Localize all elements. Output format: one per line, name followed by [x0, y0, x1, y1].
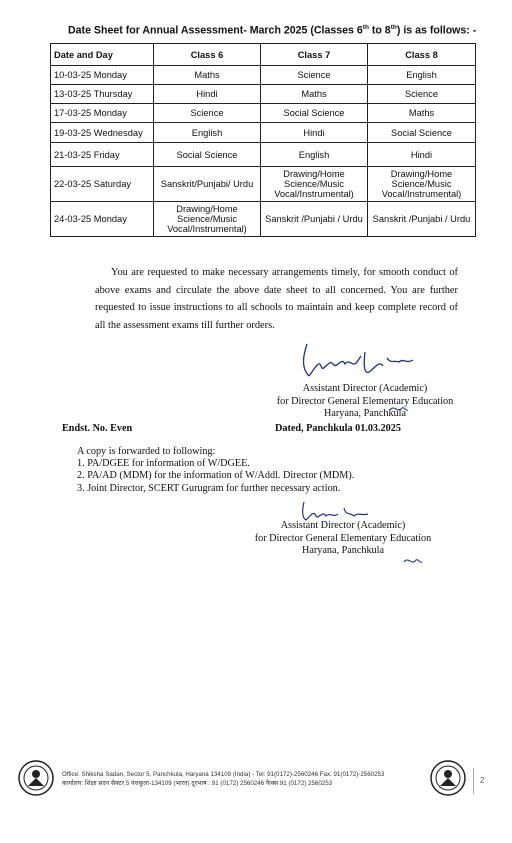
table-cell: 24-03-25 Monday — [51, 202, 154, 237]
instruction-paragraph: You are requested to make necessary arrangements timely, for smooth conduct of above exams and circulate the above date sheet to all concerned. You are further requested to issue instructions to all schools to maintain and keep complete record of all the assessment exams till further orders. — [95, 267, 458, 331]
table-cell: English — [368, 66, 476, 85]
signature-1-image — [295, 338, 425, 386]
table-cell: 19-03-25 Wednesday — [51, 123, 154, 143]
table-row — [51, 66, 476, 85]
column-header: Class 7 — [261, 44, 368, 66]
table-cell: Drawing/Home Science/Music Vocal/Instrumental) — [261, 167, 368, 202]
signatory-place: Haryana, Panchkula — [301, 545, 385, 557]
table-cell: Drawing/Home Science/Music Vocal/Instrumental) — [368, 167, 476, 202]
table-cell: 21-03-25 Friday — [51, 143, 154, 167]
table-cell: Social Science — [368, 123, 476, 143]
column-header: Class 6 — [154, 44, 261, 66]
list-item: 1. PA/DGEE for information of W/DGEE. — [77, 458, 250, 470]
column-header: Date and Day — [51, 44, 154, 66]
copy-intro: A copy is forwarded to following: — [77, 446, 216, 457]
endorsement-number: Endst. No. Even — [62, 423, 133, 434]
department-logo-left — [18, 760, 54, 796]
table-row — [51, 123, 476, 143]
table-cell: Science — [154, 104, 261, 123]
table-cell: Sanskrit /Punjabi / Urdu — [261, 202, 368, 237]
copy-forward-list — [77, 446, 354, 495]
date-sheet-table — [50, 43, 476, 237]
signature-block-1 — [237, 383, 493, 421]
department-logo-right — [430, 760, 466, 796]
table-cell: Maths — [154, 66, 261, 85]
list-item: 2. PA/AD (MDM) for the information of W/Addl. Director (MDM). — [77, 470, 355, 482]
date-sheet-title: Date Sheet for Annual Assessment- March 2025 (Classes 6th to 8th) is as follows: - — [68, 24, 477, 37]
column-header: Class 8 — [368, 44, 476, 66]
table-cell: Drawing/Home Science/Music Vocal/Instrumental) — [154, 202, 261, 237]
table-cell: 22-03-25 Saturday — [51, 167, 154, 202]
table-cell: English — [261, 143, 368, 167]
table-cell: English — [154, 123, 261, 143]
table-row — [51, 143, 476, 167]
initials-mark-1 — [388, 402, 410, 416]
page-number: 2 — [480, 776, 485, 785]
footer-divider — [473, 768, 474, 794]
footer-address-english: Office: Shiksha Sadan, Sector 5, Panchkula, Haryana 134109 (India) - Tel: 91(0172)-2560246 Fax: 91(0172)-2560253 — [62, 771, 385, 778]
signature-block-2 — [215, 520, 471, 558]
table-row — [51, 202, 476, 237]
table-cell: 10-03-25 Monday — [51, 66, 154, 85]
table-cell: Social Science — [261, 104, 368, 123]
list-item: 3. Joint Director, SCERT Gurugram for further necessary action. — [77, 482, 341, 494]
table-cell: Maths — [368, 104, 476, 123]
table-row — [51, 104, 476, 123]
table-header-row — [51, 44, 476, 66]
table-row — [51, 167, 476, 202]
table-cell: Hindi — [261, 123, 368, 143]
signatory-for-line: for Director General Elementary Education — [254, 532, 432, 544]
table-row — [51, 85, 476, 104]
table-cell: Sanskrit /Punjabi / Urdu — [368, 202, 476, 237]
footer-address-hindi: कार्यालय: शिक्षा सदन सैक्टर 5 पंचकूला-134109 (भारत) दूरभाष : 91 (0172) 2560246 फैक्स 91 (0172) 2560253 — [62, 780, 333, 787]
signatory-designation: Assistant Director (Academic) — [302, 383, 428, 394]
dated-line: Dated, Panchkula 01.03.2025 — [275, 423, 401, 434]
table-cell: 17-03-25 Monday — [51, 104, 154, 123]
table-cell: Hindi — [368, 143, 476, 167]
table-cell: Science — [368, 85, 476, 104]
page-footer — [0, 760, 512, 805]
signatory-for-line: for Director General Elementary Education — [276, 395, 454, 407]
recipient-list — [77, 458, 354, 495]
table-cell: Science — [261, 66, 368, 85]
table-cell: Social Science — [154, 143, 261, 167]
signatory-place: Haryana, Panchkula — [323, 408, 407, 420]
footer-address — [62, 770, 384, 788]
table-cell: Hindi — [154, 85, 261, 104]
table-cell: Sanskrit/Punjabi/ Urdu — [154, 167, 261, 202]
table-cell: Maths — [261, 85, 368, 104]
table-cell: 13-03-25 Thursday — [51, 85, 154, 104]
initials-mark-2 — [402, 554, 424, 568]
signatory-designation: Assistant Director (Academic) — [280, 520, 406, 531]
